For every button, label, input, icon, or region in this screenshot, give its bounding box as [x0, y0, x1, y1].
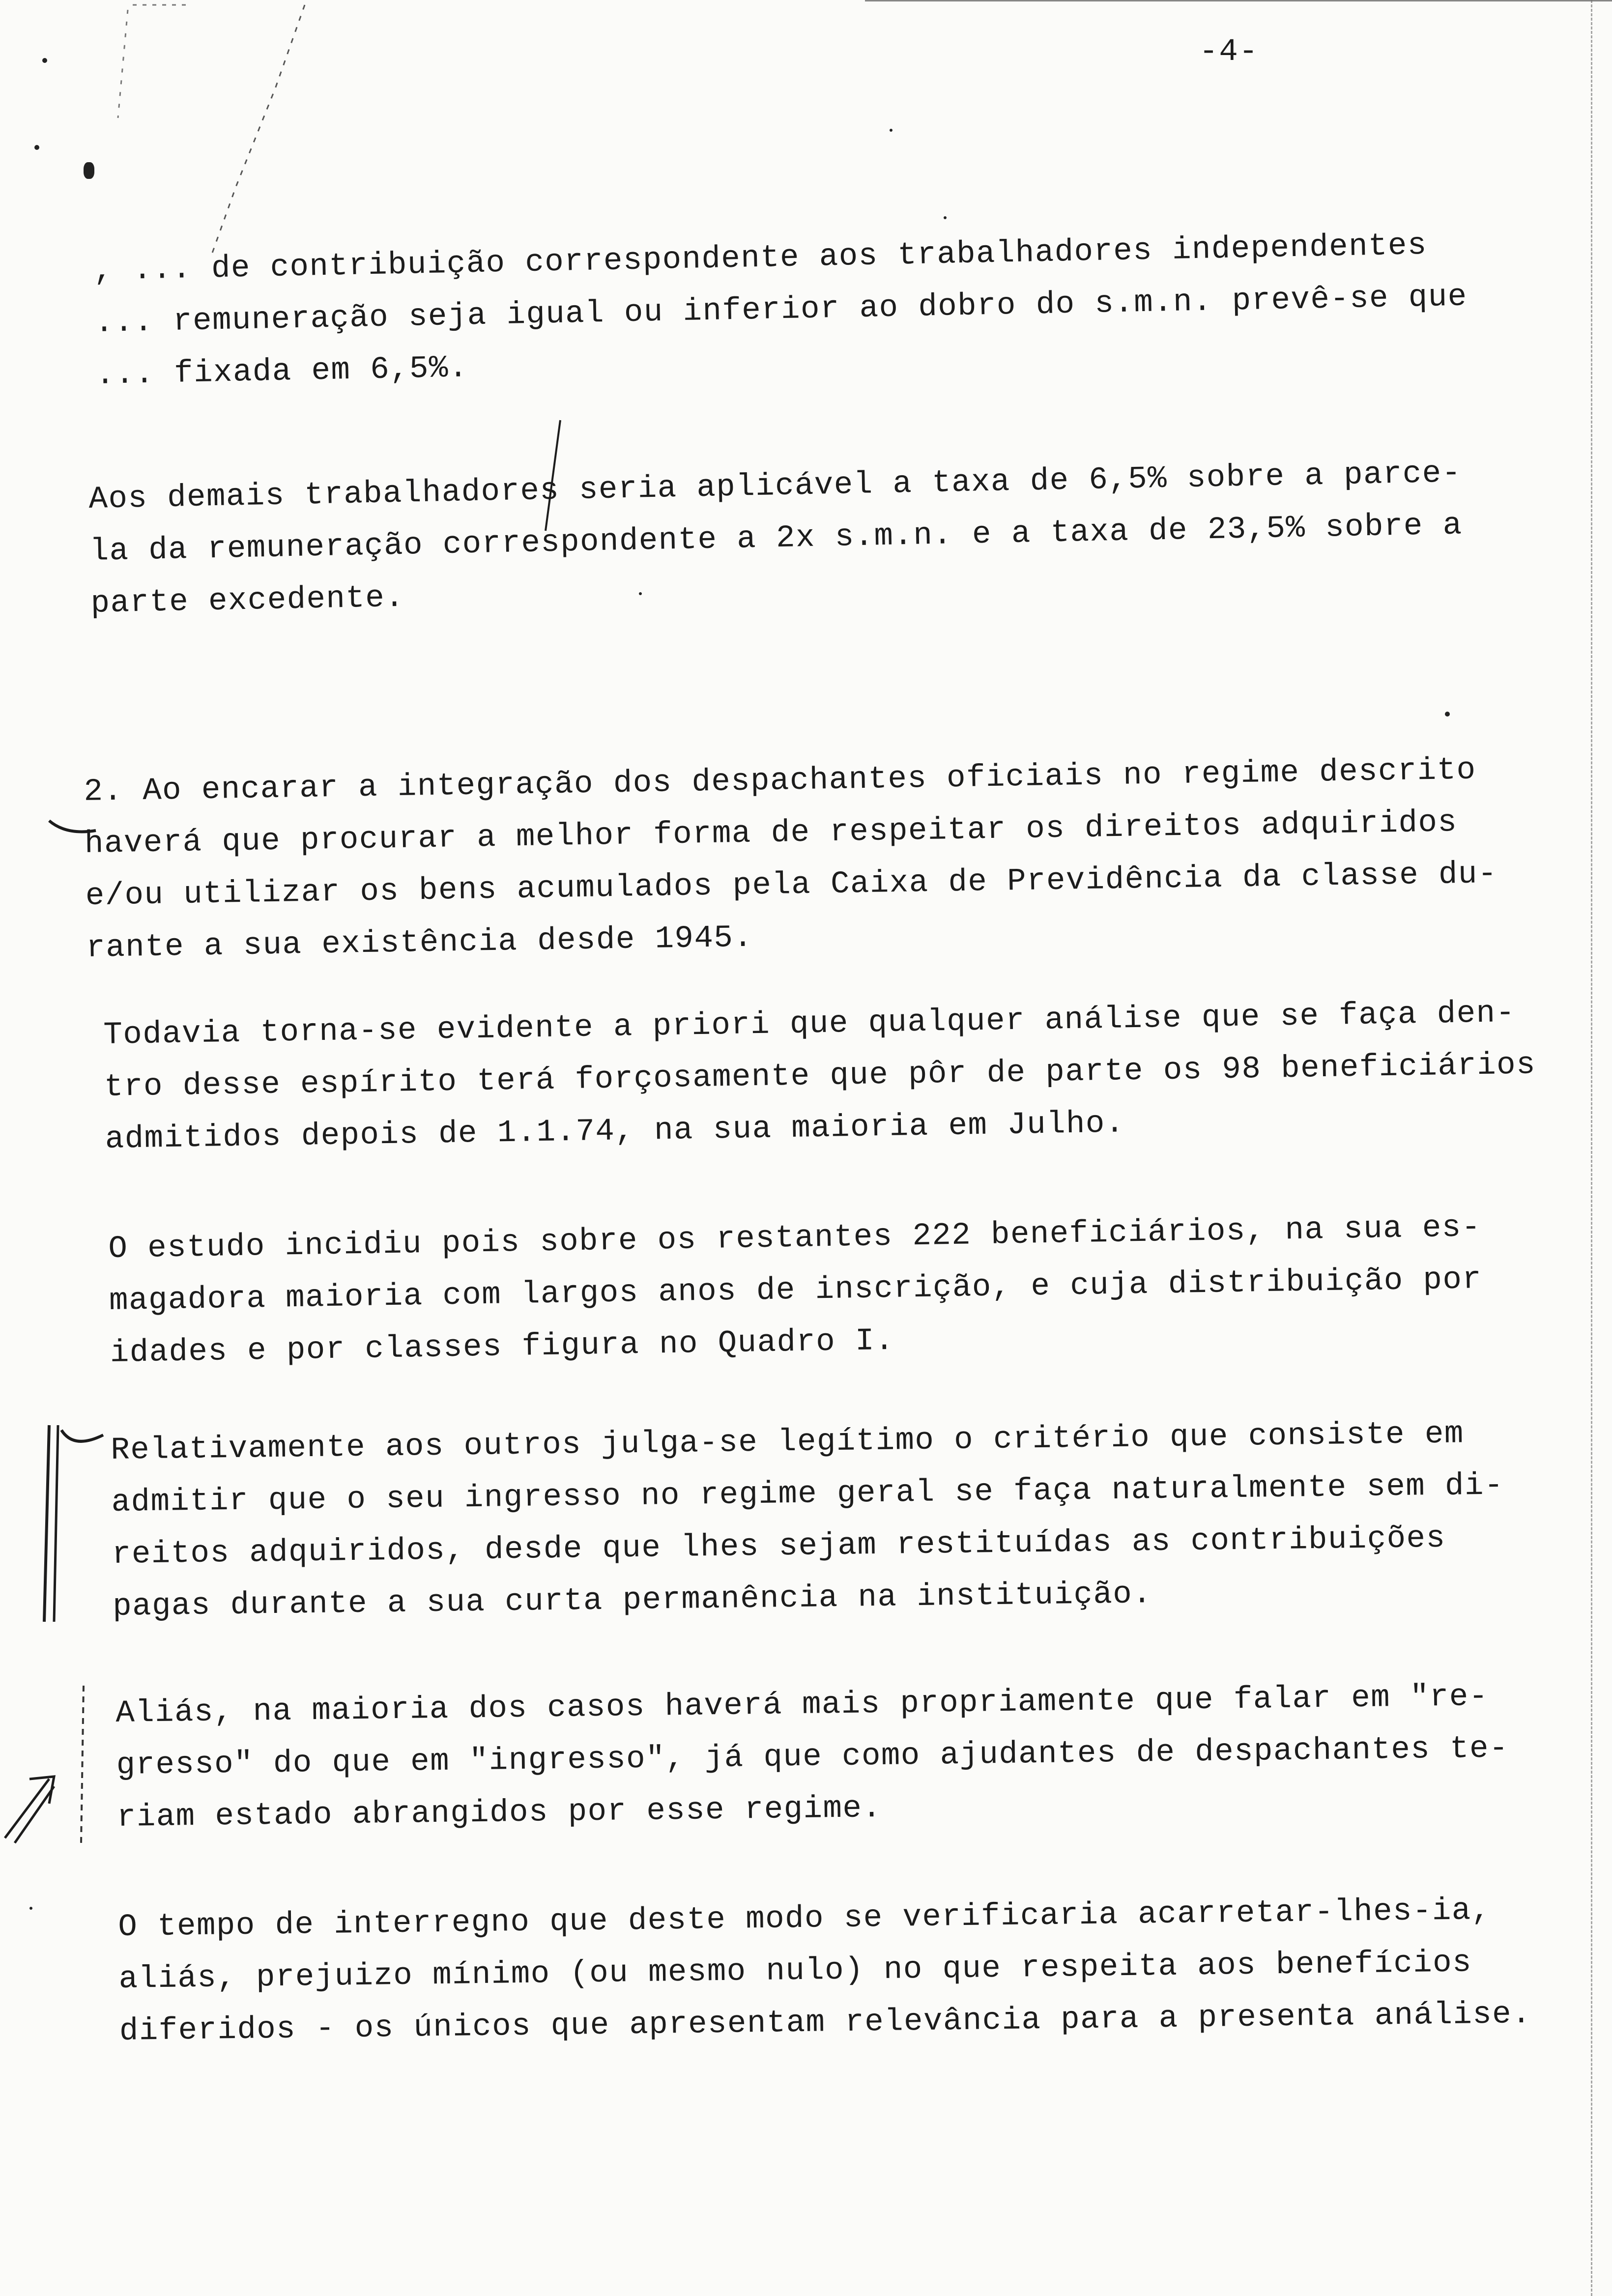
text-line: riam estado abrangidos por esse regime.	[116, 1790, 882, 1836]
hand-drawn-arrow-icon	[0, 1681, 98, 1887]
text-line: admitir que o seu ingresso no regime geral se faça naturalmente sem di-	[111, 1468, 1504, 1521]
paragraph-7	[115, 1679, 1509, 1854]
scan-speck	[34, 145, 39, 150]
text-line: ... fixada em 6,5%.	[95, 350, 469, 393]
text-line: O tempo de interregno que deste modo se verificaria acarretar-lhes-ia,	[117, 1893, 1492, 1945]
text-line: admitidos depois de 1.1.74, na sua maioria em Julho.	[105, 1106, 1125, 1157]
text-line: diferidos - os únicos que apresentam relevância para a presenta análise.	[119, 1996, 1532, 2049]
paragraph-4	[103, 995, 1536, 1176]
scan-speck	[944, 216, 947, 219]
text-line: O estudo incidiu pois sobre os restantes 222 beneficiários, na sua es-	[108, 1210, 1482, 1267]
scan-right-edge	[1591, 0, 1612, 2296]
text-line: magadora maioria com largos anos de inscrição, e cuja distribuição por	[109, 1262, 1482, 1319]
scan-speck	[1445, 712, 1450, 717]
text-line: la da remuneração correspondente a 2x s.m.n. e a taxa de 23,5% sobre a	[89, 508, 1463, 570]
text-line: Aos demais trabalhadores seria aplicável a taxa de 6,5% sobre a parce-	[88, 456, 1462, 517]
text-line: Aliás, na maioria dos casos haverá mais propriamente que falar em "re-	[115, 1679, 1489, 1731]
scan-speck	[29, 1907, 32, 1910]
paragraph-6	[110, 1416, 1504, 1643]
hand-drawn-check-icon	[47, 816, 101, 850]
text-line: e/ou utilizar os bens acumulados pela Caixa de Previdência da classe du-	[85, 856, 1498, 914]
paragraph-1	[93, 228, 1468, 412]
scan-speck	[890, 129, 892, 132]
text-line: tro desse espírito terá forçosamente que pôr de parte os 98 beneficiários	[104, 1047, 1536, 1105]
text-line: parte excedente.	[90, 580, 405, 622]
text-line: ... remuneração seja igual ou inferior ao dobro do s.m.n. prevê-se que	[94, 279, 1468, 341]
paragraph-8	[117, 1893, 1532, 2068]
text-line: Relativamente aos outros julga-se legítimo o critério que consiste em	[110, 1416, 1465, 1468]
left-bracket-mark-icon	[34, 1415, 113, 1632]
scan-scribble-icon	[88, 0, 344, 275]
text-line: aliás, prejuizo mínimo (ou mesmo nulo) no que respeita aos benefícios	[118, 1945, 1472, 1997]
paragraph-3	[83, 752, 1498, 985]
scan-speck	[42, 58, 47, 63]
pen-stroke-icon	[536, 418, 565, 536]
text-line: idades e por classes figura no Quadro I.	[110, 1323, 895, 1371]
text-line: , ... de contribuição correspondente aos trabalhadores independentes	[93, 228, 1428, 289]
text-line: reitos adquiridos, desde que lhes sejam restituídas as contribuições	[112, 1521, 1446, 1573]
text-line: rante a sua existência desde 1945.	[86, 920, 753, 966]
text-line: pagas durante a sua curta permanência na instituição.	[112, 1577, 1152, 1625]
paragraph-2	[88, 456, 1463, 640]
scan-top-edge	[865, 0, 1612, 4]
text-line: Todavia torna-se evidente a priori que qualquer análise que se faça den-	[103, 995, 1516, 1053]
paragraph-5	[108, 1210, 1482, 1390]
text-line: 2. Ao encarar a integração dos despachantes oficiais no regime descrito	[83, 752, 1477, 810]
text-line: haverá que procurar a melhor forma de respeitar os direitos adquiridos	[84, 805, 1458, 862]
text-line: gresso" do que em "ingresso", já que como ajudantes de despachantes te-	[116, 1731, 1509, 1783]
page-number: -4-	[1199, 34, 1259, 70]
